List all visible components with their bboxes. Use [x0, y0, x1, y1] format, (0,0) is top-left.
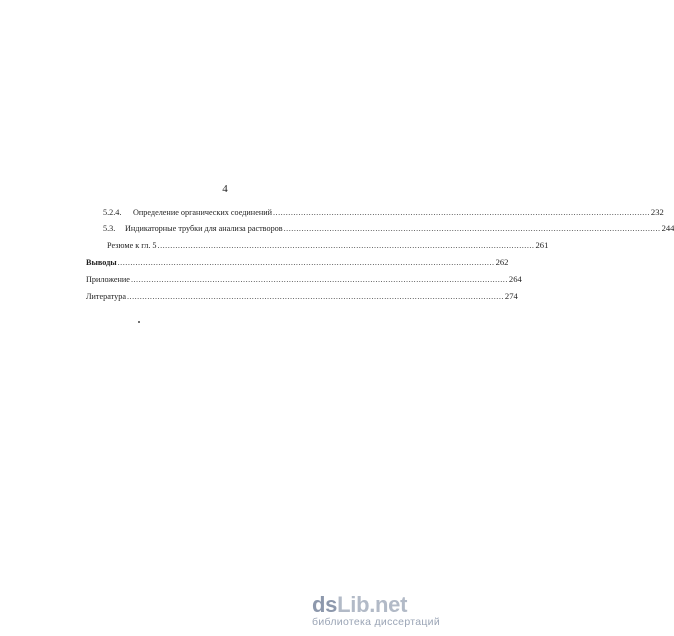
- toc-entry-page: 232: [650, 207, 664, 217]
- toc-entry-page: 264: [508, 274, 522, 284]
- toc-leader-dots: ....................................................................................................................................................: [272, 208, 650, 217]
- table-of-contents: [0, 206, 674, 316]
- toc-entry-title: Литература: [86, 292, 126, 301]
- toc-entry-5-2-4: [0, 206, 664, 219]
- toc-leader-dots: ....................................................................................................................................................: [130, 275, 508, 284]
- toc-entry-appendix: [0, 273, 522, 286]
- toc-entry-page: 262: [495, 257, 509, 267]
- watermark-logo-part2: Lib.net: [337, 592, 408, 617]
- toc-entry-number: 5.2.4.: [103, 208, 122, 217]
- toc-entry-line: [86, 256, 509, 269]
- watermark-subtitle: библиотека диссертаций: [312, 616, 440, 628]
- toc-leader-dots: ....................................................................................................................................................: [126, 292, 504, 301]
- scan-speck: [138, 321, 140, 323]
- toc-entry-literature: [0, 290, 518, 303]
- toc-entry-title: Выводы: [86, 258, 117, 267]
- toc-entry-title: Резюме к гл. 5: [107, 241, 157, 250]
- toc-entry-line: [107, 239, 549, 252]
- watermark-logo: [312, 594, 440, 616]
- toc-entry-conclusions: [0, 256, 509, 269]
- watermark-logo-part1: ds: [312, 592, 338, 617]
- toc-entry-page: 244: [661, 223, 674, 233]
- toc-entry-summary: [0, 239, 549, 252]
- toc-entry-line: [133, 206, 664, 219]
- toc-entry-line: [86, 290, 518, 303]
- toc-entry-line: [125, 222, 674, 235]
- watermark: [312, 594, 440, 628]
- toc-entry-line: [86, 273, 522, 286]
- toc-leader-dots: ....................................................................................................................................................: [117, 258, 495, 267]
- toc-entry-title: Определение органических соединений: [133, 208, 272, 217]
- toc-entry-title: Индикаторные трубки для анализа растворов: [125, 224, 283, 233]
- toc-entry-page: 274: [504, 291, 518, 301]
- toc-entry-title: Приложение: [86, 275, 130, 284]
- page-number: 4: [222, 183, 228, 195]
- toc-entry-page: 261: [535, 240, 549, 250]
- toc-leader-dots: ....................................................................................................................................................: [283, 224, 661, 233]
- toc-entry-5-3: [0, 222, 674, 235]
- toc-entry-number: 5.3.: [103, 224, 116, 233]
- toc-leader-dots: ....................................................................................................................................................: [157, 241, 535, 250]
